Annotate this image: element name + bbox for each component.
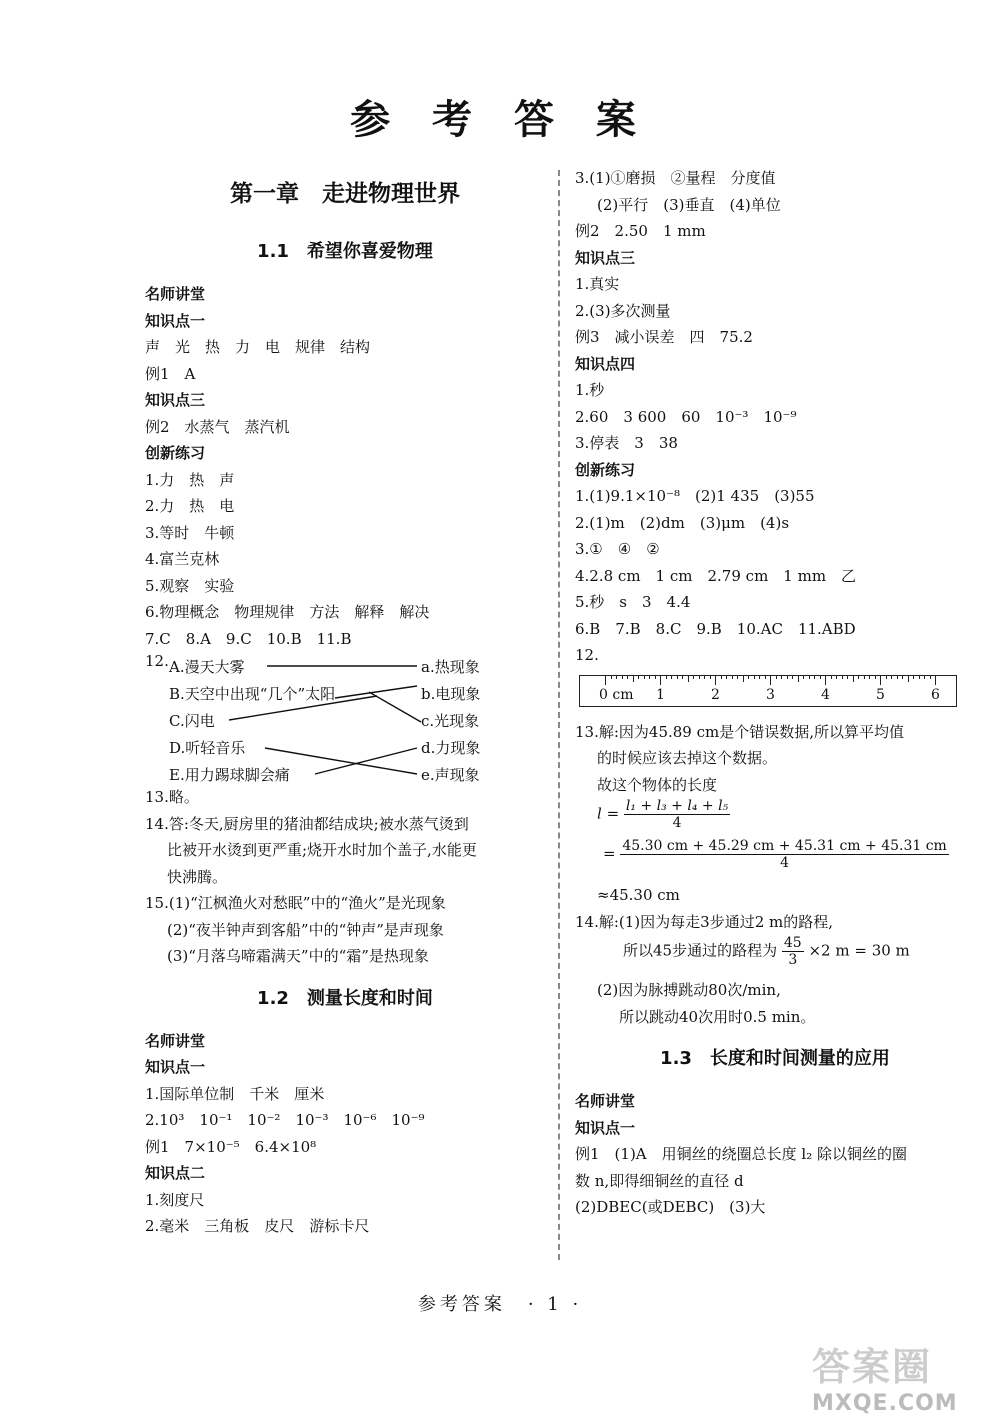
- sec1-line: 13.略。: [145, 788, 199, 806]
- right-line: 5.秒 s 3 4.4: [575, 593, 691, 611]
- match-line-d: [229, 696, 377, 720]
- right-column: [575, 165, 975, 1221]
- sec1-line: 例2 水蒸气 蒸汽机: [145, 417, 290, 436]
- ruler-minor-tick: [913, 675, 914, 679]
- q14-line: 所以跳动40次用时0.5 min。: [619, 1007, 816, 1026]
- ruler-minor-tick: [638, 675, 639, 679]
- right-line: 4.2.8 cm 1 cm 2.79 cm 1 mm 乙: [575, 566, 857, 585]
- right-line: 12.: [575, 646, 599, 664]
- sec2-line: 2.毫米 三角板 皮尺 游标卡尺: [145, 1217, 370, 1235]
- sec2-heading: 知识点二: [145, 1164, 206, 1182]
- sec1-line: 声 光 热 力 电 规律 结构: [145, 338, 371, 356]
- ruler-minor-tick: [704, 675, 705, 679]
- ruler-minor-tick: [908, 675, 909, 682]
- ruler-minor-tick: [693, 675, 694, 679]
- ruler-minor-tick: [781, 675, 782, 679]
- match-right-item: b.电现象: [421, 685, 481, 703]
- sec1-line: 例1 A: [145, 364, 196, 383]
- right-line: 1.秒: [575, 381, 605, 399]
- formula-length: [575, 798, 975, 838]
- right-column-answers: [575, 165, 975, 669]
- fraction-numerator: l₁ + l₃ + l₄ + l₅: [625, 798, 729, 814]
- ruler-minor-tick: [737, 675, 738, 679]
- ruler-label: 0 cm: [599, 686, 634, 703]
- match-right-item: d.力现象: [421, 739, 481, 757]
- fraction-numerator: 45: [783, 935, 802, 951]
- ruler-label: 6: [931, 686, 940, 703]
- ruler-minor-tick: [622, 675, 623, 679]
- fraction-denominator: 4: [672, 815, 682, 831]
- ruler-minor-tick: [820, 675, 821, 679]
- q14-text: ×2 m = 30 m: [808, 941, 910, 960]
- right-line: 2.(1)m (2)dm (3)μm (4)s: [575, 513, 790, 532]
- match-left-item: A.漫天大雾: [169, 658, 245, 676]
- q14-line: (2)因为脉搏跳动80次/min,: [597, 981, 781, 999]
- ruler-minor-tick: [864, 675, 865, 679]
- formula-substitution: [575, 838, 975, 882]
- ruler-minor-tick: [710, 675, 711, 679]
- sec1-line: 4.富兰克林: [145, 550, 220, 568]
- ruler-minor-tick: [666, 675, 667, 679]
- column-divider: [558, 170, 560, 1260]
- ruler-major-tick: [880, 675, 881, 685]
- match-line-f: [315, 748, 417, 774]
- matching-lines: [145, 652, 545, 784]
- sec2-line: 例1 7×10⁻⁵ 6.4×10⁸: [145, 1137, 317, 1156]
- ruler-minor-tick: [809, 675, 810, 679]
- ruler-minor-tick: [847, 675, 848, 679]
- page-title: 参 考 答 案: [350, 97, 650, 143]
- fraction: [782, 935, 804, 968]
- ruler-minor-tick: [677, 675, 678, 679]
- sec1-line: (3)“月落乌啼霜满天”中的“霜”是热现象: [167, 947, 429, 965]
- sec1-line: 1.力 热 声: [145, 470, 235, 489]
- match-right-item: e.声现象: [421, 766, 480, 784]
- sec1-line: 5.观察 实验: [145, 576, 235, 595]
- right-line: 1.(1)9.1×10⁻⁸ (2)1 435 (3)55: [575, 487, 815, 505]
- section-title-1-2: 1.2 测量长度和时间: [257, 987, 433, 1009]
- section-1-1-answers: [145, 281, 545, 652]
- right-line: 3.① ④ ②: [575, 540, 660, 558]
- section-1-2-answers: [145, 1028, 545, 1240]
- match-right-item: a.热现象: [421, 658, 480, 676]
- sec1-line: 2.力 热 电: [145, 497, 235, 515]
- ruler-minor-tick: [831, 675, 832, 679]
- ruler-minor-tick: [792, 675, 793, 679]
- sec1-line: 15.(1)“江枫渔火对愁眠”中的“渔火”是光现象: [145, 894, 446, 912]
- ruler-minor-tick: [644, 675, 645, 679]
- sec3-line: 例1 (1)A 用铜丝的绕圈总长度 l₂ 除以铜丝的圈: [575, 1145, 907, 1163]
- fraction-denominator: 3: [788, 952, 798, 968]
- ruler-minor-tick: [688, 675, 689, 682]
- watermark-url: MXQE.COM: [812, 1391, 958, 1416]
- ruler-major-tick: [935, 675, 936, 685]
- ruler-minor-tick: [836, 675, 837, 679]
- ruler-minor-tick: [930, 675, 931, 679]
- q13-line: 13.解:因为45.89 cm是个错误数据,所以算平均值: [575, 722, 905, 741]
- ruler-minor-tick: [858, 675, 859, 679]
- right-line: 3.停表 3 38: [575, 434, 678, 452]
- match-left-item: E.用力踢球脚会痛: [169, 766, 290, 784]
- sec3-heading: 名师讲堂: [575, 1092, 636, 1110]
- right-line: 3.(1)①磨损 ②量程 分度值: [575, 169, 776, 187]
- sec1-line: 比被开水烫到更严重;烧开水时加个盖子,水能更: [167, 841, 477, 859]
- watermark-logo: [812, 1336, 990, 1416]
- fraction: [620, 838, 948, 871]
- match-left-item: C.闪电: [169, 712, 215, 730]
- q13-line: 的时候应该去掉这个数据。: [597, 749, 778, 767]
- sec1-heading: 知识点一: [145, 311, 206, 330]
- section-title-1-1: 1.1 希望你喜爱物理: [257, 241, 433, 262]
- question-number: 12.: [145, 652, 169, 670]
- right-line: 2.60 3 600 60 10⁻³ 10⁻⁹: [575, 407, 797, 426]
- ruler-label: 3: [766, 686, 775, 703]
- ruler-minor-tick: [726, 675, 727, 679]
- sec1-line: 快沸腾。: [167, 867, 228, 886]
- sec1-line: (2)“夜半钟声到客船”中的“钟声”是声现象: [167, 920, 444, 939]
- matching-question-12: [145, 652, 545, 784]
- ruler-minor-tick: [682, 675, 683, 679]
- sec1-heading: 知识点三: [145, 391, 206, 409]
- ruler-major-tick: [660, 675, 661, 685]
- q13-result: ≈45.30 cm: [597, 886, 680, 904]
- sec3-line: 数 n,即得细铜丝的直径 d: [575, 1171, 744, 1190]
- ruler-minor-tick: [655, 675, 656, 679]
- ruler-minor-tick: [671, 675, 672, 679]
- sec3-heading: 知识点一: [575, 1118, 636, 1137]
- right-heading: 知识点三: [575, 248, 636, 267]
- ruler-label: 2: [711, 686, 720, 703]
- fraction-numerator: 45.30 cm + 45.29 cm + 45.31 cm + 45.31 cm: [622, 838, 947, 854]
- fraction-denominator: 4: [780, 855, 790, 871]
- ruler-minor-tick: [902, 675, 903, 679]
- right-line: (2)平行 (3)垂直 (4)单位: [597, 195, 781, 214]
- formula-lhs: l =: [597, 804, 620, 823]
- q14-line: 14.解:(1)因为每走3步通过2 m的路程,: [575, 912, 834, 931]
- ruler-minor-tick: [721, 675, 722, 679]
- fraction: [624, 798, 730, 831]
- sec2-line: 2.10³ 10⁻¹ 10⁻² 10⁻³ 10⁻⁶ 10⁻⁹: [145, 1111, 425, 1129]
- formula-equals: =: [603, 844, 616, 863]
- ruler-minor-tick: [611, 675, 612, 679]
- sec2-line: 1.刻度尺: [145, 1190, 205, 1209]
- sec2-line: 1.国际单位制 千米 厘米: [145, 1084, 325, 1103]
- section-1-3-answers: [575, 1088, 975, 1221]
- right-line: 例2 2.50 1 mm: [575, 222, 706, 240]
- sec1-heading: 名师讲堂: [145, 285, 206, 303]
- sec1-line: 7.C 8.A 9.C 10.B 11.B: [145, 629, 352, 648]
- ruler-minor-tick: [776, 675, 777, 679]
- section-1-1-answers-cont: [145, 784, 545, 970]
- right-line: 6.B 7.B 8.C 9.B 10.AC 11.ABD: [575, 619, 856, 638]
- ruler-minor-tick: [803, 675, 804, 679]
- left-column: [145, 165, 545, 1240]
- ruler-minor-tick: [649, 675, 650, 679]
- sec2-heading: 名师讲堂: [145, 1031, 206, 1050]
- q14-formula: [575, 935, 975, 977]
- sec3-line: (2)DBEC(或DEBC) (3)大: [575, 1198, 766, 1216]
- ruler-minor-tick: [886, 675, 887, 679]
- ruler-major-tick: [770, 675, 771, 685]
- sec1-line: 6.物理概念 物理规律 方法 解释 解决: [145, 603, 430, 621]
- ruler-minor-tick: [627, 675, 628, 679]
- ruler-minor-tick: [924, 675, 925, 679]
- right-heading: 知识点四: [575, 354, 636, 373]
- ruler-minor-tick: [699, 675, 700, 679]
- right-heading: 创新练习: [575, 460, 636, 479]
- ruler-minor-tick: [743, 675, 744, 682]
- right-line: 1.真实: [575, 275, 620, 293]
- chapter-title: 第一章 走进物理世界: [230, 181, 460, 207]
- ruler-diagram: [579, 673, 975, 713]
- ruler-minor-tick: [814, 675, 815, 679]
- page-footer: 参考答案 · 1 ·: [417, 1294, 583, 1315]
- sec1-heading: 创新练习: [145, 444, 206, 462]
- ruler-minor-tick: [842, 675, 843, 679]
- right-line: 2.(3)多次测量: [575, 301, 671, 320]
- watermark-text: 答案圈: [812, 1345, 933, 1389]
- sec1-line: 14.答:冬天,厨房里的猪油都结成块;被水蒸气烫到: [145, 814, 469, 833]
- ruler-label: 1: [656, 686, 665, 703]
- ruler-minor-tick: [869, 675, 870, 679]
- sec2-heading: 知识点一: [145, 1058, 206, 1076]
- ruler-minor-tick: [919, 675, 920, 679]
- ruler-minor-tick: [853, 675, 854, 682]
- ruler-major-tick: [825, 675, 826, 685]
- q13-line: 故这个物体的长度: [597, 775, 718, 794]
- sec1-line: 3.等时 牛顿: [145, 523, 235, 542]
- match-left-item: D.听轻音乐: [169, 739, 246, 757]
- right-line: 例3 减小误差 四 75.2: [575, 328, 753, 346]
- ruler-minor-tick: [875, 675, 876, 679]
- ruler-minor-tick: [798, 675, 799, 682]
- ruler-minor-tick: [759, 675, 760, 679]
- ruler-minor-tick: [765, 675, 766, 679]
- match-left-item: B.天空中出现“几个”太阳: [169, 685, 336, 703]
- ruler-minor-tick: [754, 675, 755, 679]
- ruler-minor-tick: [633, 675, 634, 682]
- ruler-minor-tick: [897, 675, 898, 679]
- ruler-major-tick: [605, 675, 606, 685]
- ruler-label: 4: [821, 686, 830, 703]
- q14-text: 所以45步通过的路程为: [623, 941, 778, 960]
- ruler-minor-tick: [748, 675, 749, 679]
- ruler-minor-tick: [732, 675, 733, 679]
- ruler-major-tick: [715, 675, 716, 685]
- match-right-item: c.光现象: [421, 712, 480, 730]
- ruler-minor-tick: [616, 675, 617, 679]
- section-title-1-3: 1.3 长度和时间测量的应用: [660, 1048, 890, 1069]
- ruler-label: 5: [876, 686, 885, 703]
- ruler-minor-tick: [787, 675, 788, 679]
- ruler-minor-tick: [891, 675, 892, 679]
- match-line-e: [265, 748, 417, 774]
